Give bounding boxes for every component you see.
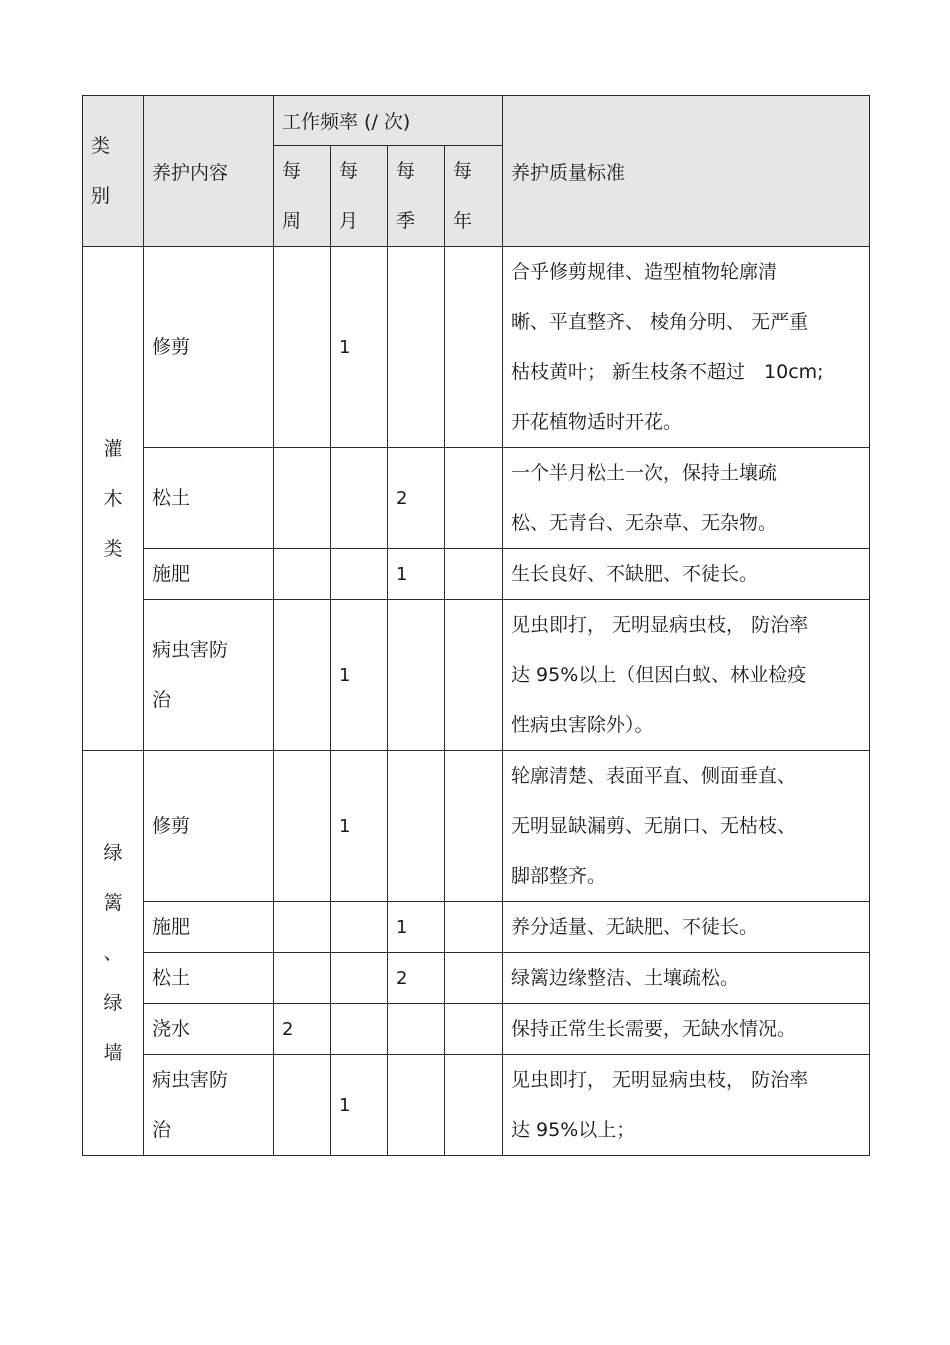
freq-season: 1 [388, 902, 445, 953]
freq-year [445, 247, 503, 448]
header-row-1 [83, 96, 870, 146]
quality-standard [503, 247, 870, 448]
item-line: 病虫害防 [152, 1069, 229, 1091]
item-line: 松土 [152, 487, 191, 509]
maintenance-item [144, 902, 274, 953]
freq-month [331, 953, 388, 1004]
item-line: 松土 [152, 967, 191, 989]
category-char: 灌 [103, 437, 123, 460]
freq-year [445, 1004, 503, 1055]
standard-line: 一个半月松土一次，保持土壤疏 [511, 462, 778, 484]
item-line: 浇水 [152, 1018, 191, 1040]
header-period-char: 季 [396, 210, 416, 232]
category-cell [83, 751, 144, 1156]
table-row [83, 1055, 870, 1156]
maintenance-item [144, 600, 274, 751]
standard-line: 性病虫害除外）。 [511, 714, 654, 736]
table-row [83, 1004, 870, 1055]
freq-season [388, 600, 445, 751]
item-line: 施肥 [152, 916, 191, 938]
header-period-char: 年 [453, 210, 473, 232]
standard-line: 绿篱边缘整洁、土壤疏松。 [511, 967, 740, 989]
standard-line: 保持正常生长需要，无缺水情况。 [511, 1018, 797, 1040]
item-line: 病虫害防 [152, 639, 229, 661]
item-line: 修剪 [152, 336, 191, 358]
standard-line: 生长良好、不缺肥、不徒长。 [511, 563, 759, 585]
table-row [83, 902, 870, 953]
header-period-char: 每 [396, 160, 416, 182]
freq-season: 2 [388, 953, 445, 1004]
standard-line: 无明显缺漏剪、无崩口、无枯枝、 [511, 815, 797, 837]
freq-week [274, 247, 331, 448]
quality-standard [503, 1055, 870, 1156]
header-per-week [274, 146, 331, 247]
freq-month [331, 902, 388, 953]
freq-year [445, 1055, 503, 1156]
header-period-char: 每 [339, 160, 359, 182]
freq-week [274, 448, 331, 549]
quality-standard [503, 448, 870, 549]
standard-line: 轮廓清楚、表面平直、侧面垂直、 [511, 765, 797, 787]
standard-line: 枯枝黄叶； 新生枝条不超过 10cm; [511, 361, 824, 383]
standard-line: 脚部整齐。 [511, 865, 607, 887]
freq-week [274, 902, 331, 953]
table-row [83, 953, 870, 1004]
header-period-char: 周 [282, 210, 302, 232]
maintenance-item [144, 751, 274, 902]
maintenance-item [144, 448, 274, 549]
standard-line: 养分适量、无缺肥、不徒长。 [511, 916, 759, 938]
quality-standard [503, 549, 870, 600]
freq-week [274, 549, 331, 600]
freq-month: 1 [331, 600, 388, 751]
freq-season [388, 1055, 445, 1156]
standard-line: 开花植物适时开花。 [511, 411, 683, 433]
category-char: 绿 [103, 992, 123, 1014]
header-per-month [331, 146, 388, 247]
quality-standard [503, 953, 870, 1004]
maintenance-item [144, 549, 274, 600]
header-category [83, 96, 144, 247]
freq-week [274, 600, 331, 751]
header-frequency: 工作频率 (/ 次) [274, 96, 503, 146]
item-line: 施肥 [152, 563, 191, 585]
header-period-char: 每 [282, 160, 302, 182]
standard-line: 松、无青台、无杂草、无杂物。 [511, 512, 778, 534]
standard-line: 合乎修剪规律、造型植物轮廓清 [511, 261, 778, 283]
item-line: 修剪 [152, 815, 191, 837]
header-period-char: 月 [339, 210, 359, 232]
category-cell [83, 247, 144, 751]
freq-month [331, 549, 388, 600]
item-line: 治 [152, 1119, 172, 1141]
standard-line: 见虫即打， 无明显病虫枝， 防治率 [511, 614, 809, 636]
table-row [83, 600, 870, 751]
freq-year [445, 953, 503, 1004]
maintenance-table [82, 95, 870, 1156]
standard-line: 达 95%以上； [511, 1119, 636, 1141]
table-row [83, 549, 870, 600]
standard-line: 见虫即打， 无明显病虫枝， 防治率 [511, 1069, 809, 1091]
header-content: 养护内容 [144, 96, 274, 247]
freq-week: 2 [274, 1004, 331, 1055]
header-per-season [388, 146, 445, 247]
category-char: 、 [103, 942, 123, 964]
header-category-char: 别 [91, 185, 111, 207]
standard-line: 晰、平直整齐、 棱角分明、 无严重 [511, 311, 809, 333]
maintenance-item [144, 953, 274, 1004]
category-char: 墙 [103, 1042, 123, 1064]
quality-standard [503, 1004, 870, 1055]
freq-week [274, 751, 331, 902]
quality-standard [503, 902, 870, 953]
freq-season: 1 [388, 549, 445, 600]
category-char: 篱 [103, 892, 123, 914]
table-row [83, 448, 870, 549]
freq-year [445, 902, 503, 953]
quality-standard [503, 751, 870, 902]
table-row [83, 751, 870, 902]
quality-standard [503, 600, 870, 751]
freq-year [445, 549, 503, 600]
item-line: 治 [152, 689, 172, 711]
standard-line: 达 95%以上（但因白蚁、林业检疫 [511, 664, 807, 686]
header-per-year [445, 146, 503, 247]
freq-year [445, 448, 503, 549]
maintenance-item [144, 1055, 274, 1156]
category-char: 类 [103, 537, 123, 560]
header-category-char: 类 [91, 135, 111, 157]
category-char: 木 [103, 487, 123, 510]
maintenance-item [144, 247, 274, 448]
freq-month [331, 1004, 388, 1055]
header-period-char: 每 [453, 160, 473, 182]
freq-month: 1 [331, 1055, 388, 1156]
freq-season [388, 247, 445, 448]
freq-month: 1 [331, 751, 388, 902]
freq-season [388, 751, 445, 902]
freq-month [331, 448, 388, 549]
freq-season [388, 1004, 445, 1055]
freq-month: 1 [331, 247, 388, 448]
header-standard: 养护质量标准 [503, 96, 870, 247]
freq-season: 2 [388, 448, 445, 549]
freq-year [445, 600, 503, 751]
maintenance-item [144, 1004, 274, 1055]
category-char: 绿 [103, 842, 123, 864]
freq-week [274, 1055, 331, 1156]
table-row [83, 247, 870, 448]
freq-year [445, 751, 503, 902]
freq-week [274, 953, 331, 1004]
